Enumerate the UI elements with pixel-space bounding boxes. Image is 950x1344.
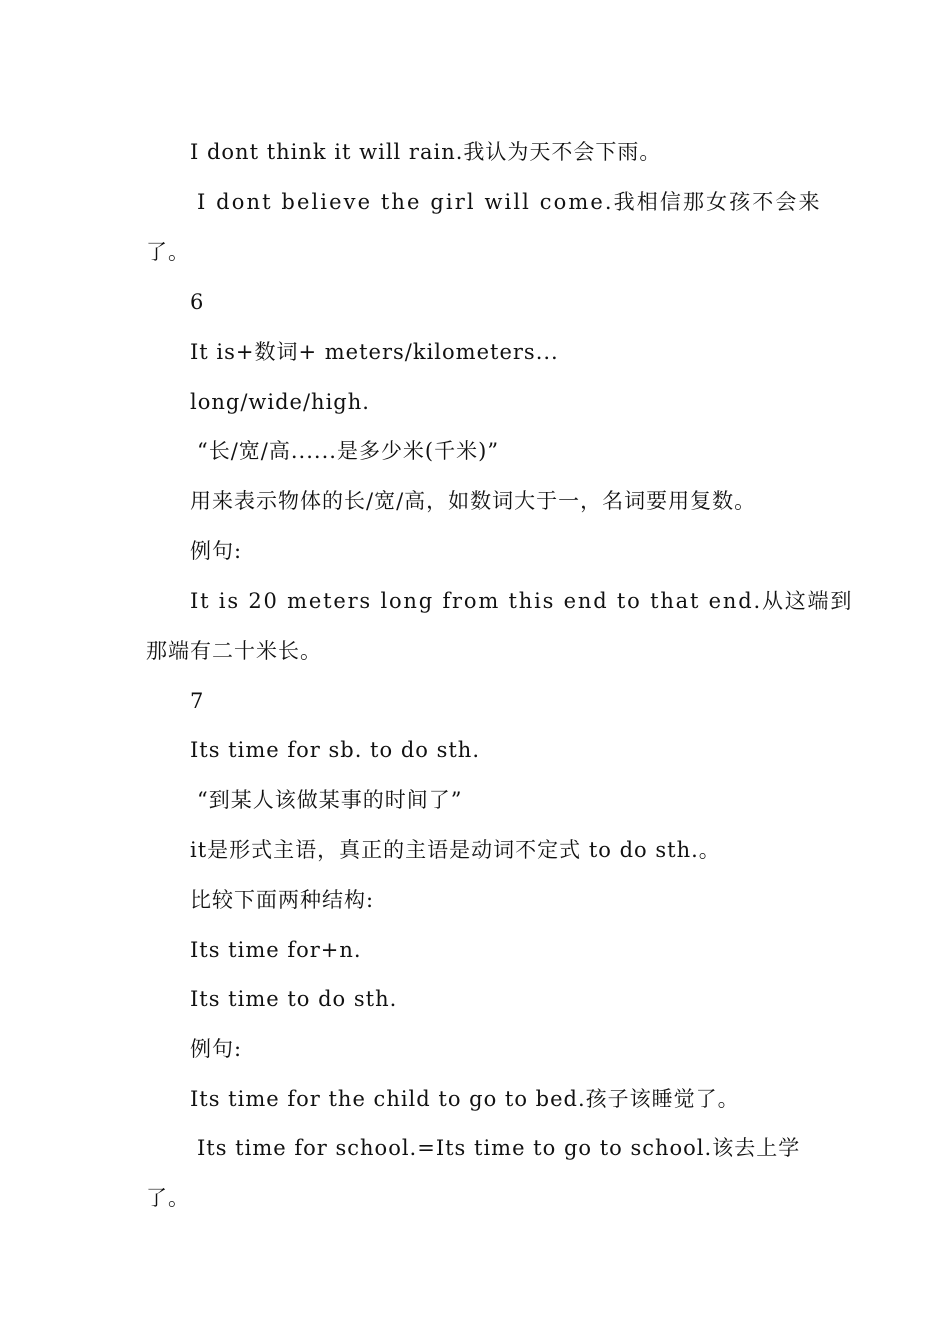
section-number-7: 7 — [190, 689, 205, 713]
sentence-example-bed: Its time for the child to go to bed.孩子该睡觉了。 — [190, 1087, 740, 1111]
usage-explanation: 用来表示物体的长/宽/高，如数词大于一，名词要用复数。 — [190, 489, 757, 513]
pattern-it-is-measure: It is+数词+ meters/kilometers... — [190, 340, 559, 364]
pattern-meaning: “长/宽/高......是多少米(千米)” — [197, 439, 500, 463]
sentence-example-school-continued: 了。 — [146, 1186, 190, 1210]
sentence-example-length-continued: 那端有二十米长。 — [146, 639, 322, 663]
example-heading-2: 例句: — [190, 1037, 243, 1061]
sentence-example-rain: I dont think it will rain.我认为天不会下雨。 — [190, 140, 662, 164]
sentence-example-school: Its time for school.=Its time to go to school.该去上学 — [197, 1136, 801, 1160]
structure-noun: Its time for+n. — [190, 938, 362, 962]
structure-infinitive: Its time to do sth. — [190, 987, 398, 1011]
pattern-meaning-time: “到某人该做某事的时间了” — [197, 788, 463, 812]
grammar-explanation: it是形式主语，真正的主语是动词不定式 to do sth.。 — [190, 838, 721, 862]
section-number-6: 6 — [190, 290, 205, 314]
sentence-example-girl-continued: 了。 — [146, 240, 190, 264]
pattern-its-time-for: Its time for sb. to do sth. — [190, 738, 480, 762]
pattern-adjectives: long/wide/high. — [190, 390, 370, 414]
comparison-heading: 比较下面两种结构: — [190, 888, 375, 912]
example-heading: 例句: — [190, 539, 243, 563]
sentence-example-length: It is 20 meters long from this end to that end.从这端到 — [190, 589, 854, 613]
sentence-example-girl: I dont believe the girl will come.我相信那女孩不会来 — [197, 190, 822, 214]
